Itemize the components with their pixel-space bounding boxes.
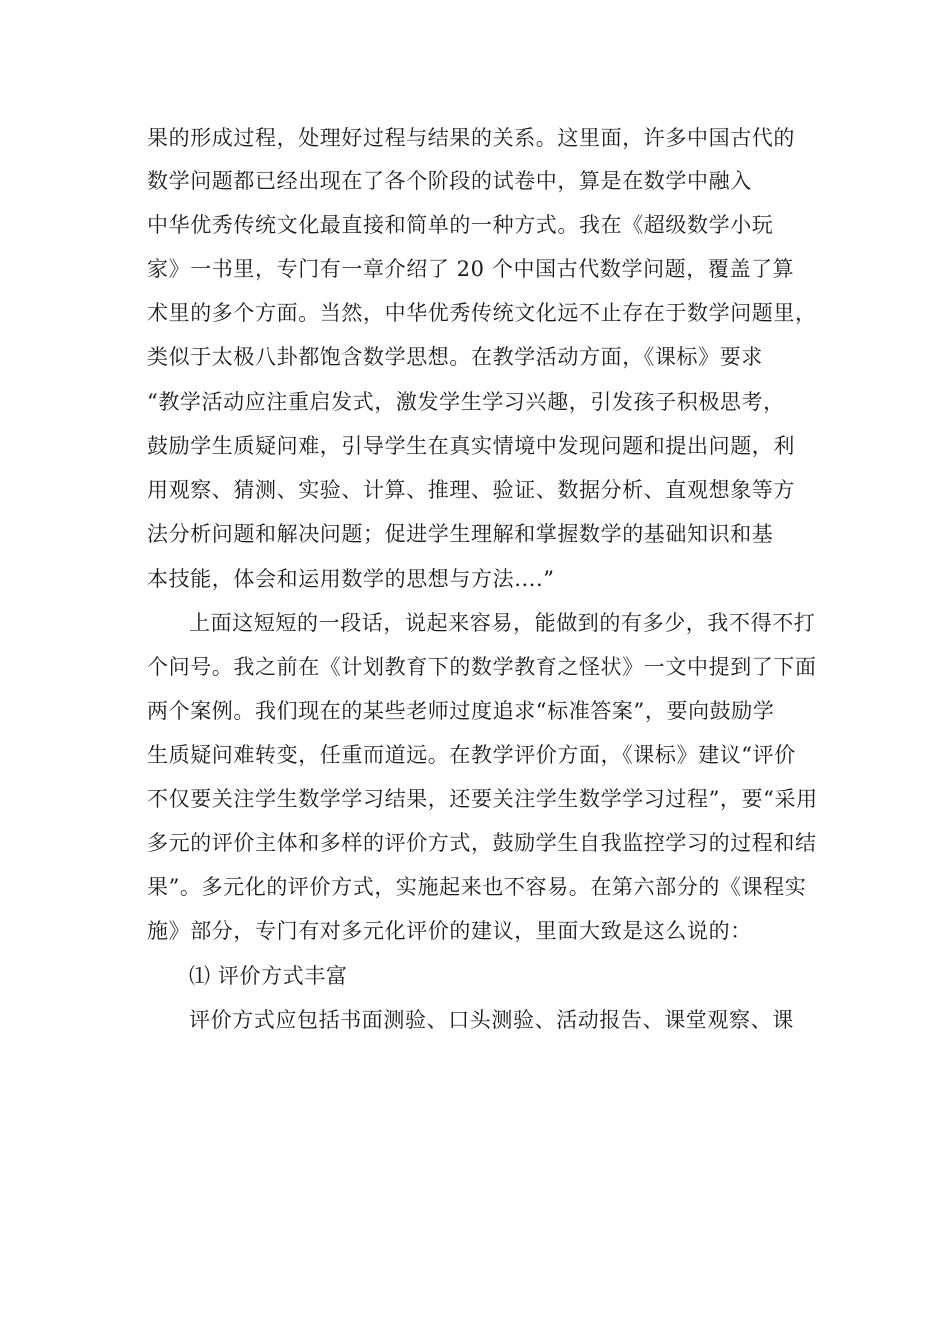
text-line-13: 个问号。我之前在《计划教育下的数学教育之怪状》一文中提到了下面 — [147, 655, 817, 679]
text-line-2: 数学问题都已经出现在了各个阶段的试卷中，算是在数学中融入 — [147, 169, 752, 193]
text-line-21: 评价方式应包括书面测验、口头测验、活动报告、课堂观察、课 — [189, 1008, 794, 1032]
text-line-6: 类似于太极八卦都饱含数学思想。在教学活动方面，《课标》要求 — [147, 345, 763, 369]
text-line-12: 上面这短短的一段话，说起来容易，能做到的有多少，我不得不打 — [189, 611, 816, 635]
text-line-14: 两个案例。我们现在的某些老师过度追求“标准答案”，要向鼓励学 — [147, 699, 775, 723]
text-line-17: 多元的评价主体和多样的评价方式，鼓励学生自我监控学习的过程和结 — [147, 831, 817, 855]
text-line-18: 果”。多元化的评价方式，实施起来也不容易。在第六部分的《课程实 — [147, 875, 807, 899]
text-line-3: 中华优秀传统文化最直接和简单的一种方式。我在《超级数学小玩 — [147, 213, 774, 237]
text-line-7: “教学活动应注重启发式，激发学生学习兴趣，引发孩子积极思考， — [147, 390, 785, 414]
text-line-4: 家》一书里，专门有一章介绍了 20 个中国古代数学问题，覆盖了算 — [147, 257, 795, 281]
text-line-15: 生质疑问难转变，任重而道远。在教学评价方面，《课标》建议“评价 — [147, 743, 796, 767]
text-line-16: 不仅要关注学生数学学习结果，还要关注学生数学学习过程”，要“采用 — [147, 787, 818, 811]
text-line-8: 鼓励学生质疑问难，引导学生在真实情境中发现问题和提出问题，利 — [147, 434, 795, 458]
list-item-heading: ⑴ 评价方式丰富 — [189, 964, 348, 988]
text-line-10: 法分析问题和解决问题；促进学生理解和掌握数学的基础知识和基 — [147, 522, 774, 546]
text-line-5: 术里的多个方面。当然，中华优秀传统文化远不止存在于数学问题里， — [147, 301, 817, 325]
text-line-9: 用观察、猜测、实验、计算、推理、验证、数据分析、直观想象等方 — [147, 478, 795, 502]
text-line-19: 施》部分，专门有对多元化评价的建议，里面大致是这么说的： — [147, 919, 752, 943]
text-line-11: 本技能，体会和运用数学的思想与方法....” — [147, 567, 555, 591]
text-line-1: 果的形成过程，处理好过程与结果的关系。这里面，许多中国古代的 — [147, 126, 795, 150]
